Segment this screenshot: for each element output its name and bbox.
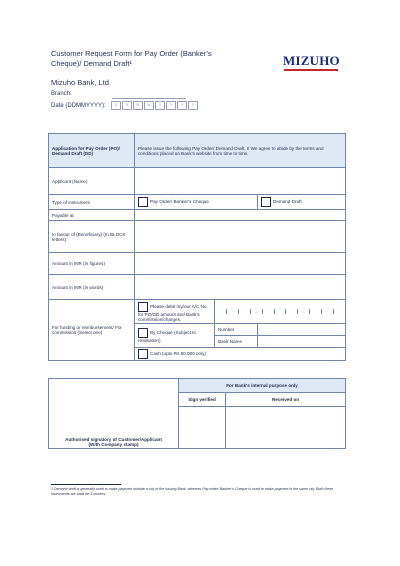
account-number-boxes[interactable]: - - bbox=[215, 300, 346, 324]
checkbox[interactable] bbox=[138, 197, 148, 207]
bank-name: Mizuho Bank, Ltd bbox=[51, 78, 109, 87]
internal-use-table bbox=[48, 378, 346, 449]
date-box[interactable]: Y bbox=[177, 101, 187, 110]
checkbox[interactable] bbox=[261, 197, 271, 207]
checkbox[interactable] bbox=[138, 328, 148, 338]
amount-figures-label: Amount in INR (in figures) bbox=[49, 253, 135, 275]
cheque-text: By Cheque (Subject to realisation) bbox=[138, 330, 196, 343]
footnote-rule bbox=[51, 484, 121, 485]
date-box[interactable]: Y bbox=[166, 101, 176, 110]
bankname-label: Bank Name bbox=[215, 336, 258, 348]
amount-words-label: Amount in INR (in words) bbox=[49, 275, 135, 300]
payable-label: Payable at bbox=[49, 210, 135, 221]
favour-label: In favour of (Beneficiary) (In BLOCK letters) bbox=[49, 221, 135, 253]
date-box[interactable]: M bbox=[133, 101, 143, 110]
signatory-sublabel: (With Company stamp) bbox=[88, 442, 139, 447]
sign-verified-label: Sign verified bbox=[179, 393, 226, 407]
instrument-option-dd[interactable] bbox=[258, 195, 346, 210]
form-title bbox=[51, 49, 231, 69]
amount-words-field[interactable] bbox=[135, 275, 346, 300]
funding-label: For funding or reimbursement/ For commission (Select one) bbox=[49, 300, 135, 361]
signatory-cell[interactable] bbox=[49, 379, 179, 449]
sign-verified-field[interactable] bbox=[179, 407, 226, 449]
logo-underline bbox=[284, 69, 338, 71]
cheque-option[interactable] bbox=[135, 324, 215, 348]
amount-figures-field[interactable] bbox=[135, 253, 346, 275]
date-input[interactable] bbox=[111, 101, 199, 110]
debit-text: Please debit my/our A/C No. for PO/DD amount and Bank’s commission/charges. bbox=[138, 303, 208, 322]
date-box[interactable]: M bbox=[144, 101, 154, 110]
date-box[interactable]: Y bbox=[155, 101, 165, 110]
number-field[interactable] bbox=[258, 324, 346, 336]
number-label: Number bbox=[215, 324, 258, 336]
date-box[interactable]: D bbox=[111, 101, 121, 110]
checkbox[interactable] bbox=[138, 349, 148, 359]
option-label: Pay Order/ Banker’s Cheque bbox=[150, 199, 209, 205]
received-on-label: Received on bbox=[226, 393, 346, 407]
applicant-label: Applicant (Name) bbox=[49, 168, 135, 195]
favour-field[interactable] bbox=[135, 221, 346, 253]
date-label: Date (DDMMYYYY): bbox=[51, 103, 106, 109]
title-line-2: Cheque)/ Demand Draft¹ bbox=[51, 59, 132, 68]
application-label: Application for Pay Order (PO)/ Demand Draft (DD) bbox=[49, 134, 135, 168]
title-line-1: Customer Request Form for Pay Order (Banker’s bbox=[51, 49, 212, 58]
received-on-field[interactable] bbox=[226, 407, 346, 449]
signatory-label: Authorised signatory of Customer/Applicant bbox=[65, 437, 162, 442]
option-label: Demand Draft bbox=[273, 199, 302, 205]
payable-field[interactable] bbox=[135, 210, 346, 221]
branch-input[interactable] bbox=[112, 98, 186, 99]
branch-label: Branch: bbox=[51, 91, 72, 97]
instrument-option-po[interactable] bbox=[135, 195, 258, 210]
cash-text: Cash (upto Rs 50,000 only) bbox=[150, 351, 206, 357]
instrument-label: Type of instrument bbox=[49, 195, 135, 210]
applicant-field[interactable] bbox=[135, 168, 346, 195]
cash-option[interactable] bbox=[135, 348, 346, 361]
mizuho-logo: MIZUHO bbox=[283, 53, 340, 68]
bankname-field[interactable] bbox=[258, 336, 346, 348]
application-table bbox=[48, 133, 346, 361]
debit-option[interactable] bbox=[135, 300, 215, 324]
checkbox[interactable] bbox=[138, 302, 148, 312]
internal-heading: For Bank’s internal purpose only bbox=[179, 379, 346, 393]
application-text: Please issue the following Pay Order/ Demand Draft. I/ We agree to abide by the terms and conditions placed on Bank’s website from time to time. bbox=[135, 134, 346, 168]
footnote: 1 Demand draft is generally used to make payment outside a city of the issuing Bank, whereas Pay order/ Banker’s Cheque is used to make payment in the same city. Both these instruments are valid for 3 months. bbox=[51, 487, 334, 496]
date-box[interactable]: D bbox=[122, 101, 132, 110]
date-box[interactable]: Y bbox=[188, 101, 198, 110]
